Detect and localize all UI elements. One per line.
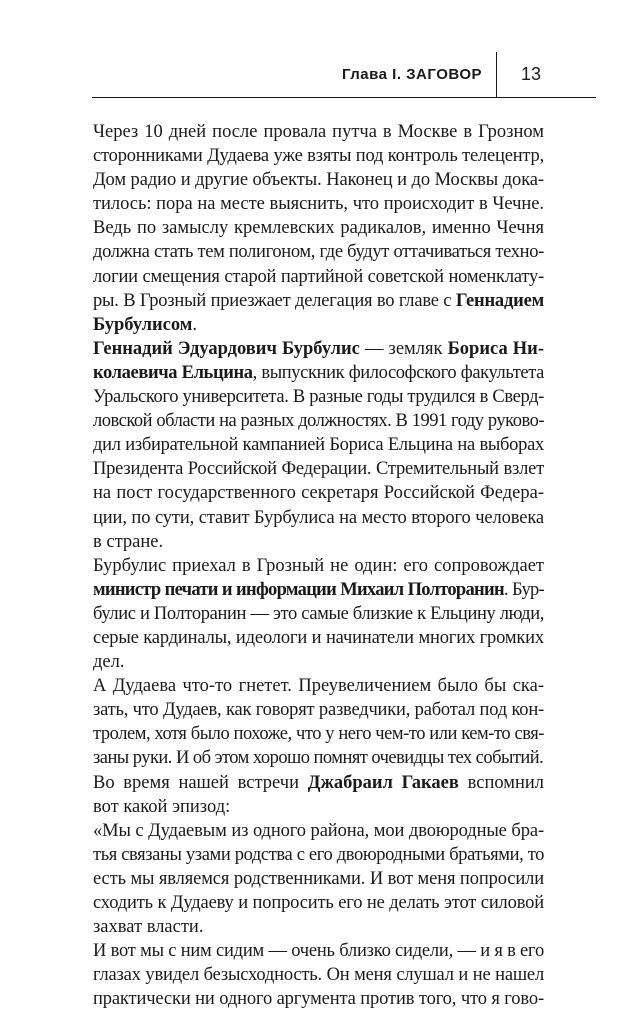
quote-paragraph — [93, 939, 544, 1011]
paragraph — [93, 554, 544, 674]
header-rule — [92, 97, 596, 98]
text-line: Во время нашей встречи Джабраил Гакаев вспомнил — [93, 772, 544, 793]
text-line: на пост государственного секретаря Российской Федера- — [93, 483, 544, 504]
running-head — [0, 52, 644, 98]
text-line: есть мы являемся родственниками. И вот меня попросили — [93, 868, 544, 889]
text-line: дил избирательной кампанией Бориса Ельцина на выборах — [93, 435, 544, 456]
text-line: практически ни одного аргумента против того, что я гово- — [93, 989, 544, 1010]
person-name: Геннадий Эдуардович Бурбулис — [93, 338, 360, 359]
text-line: Бурбулис приехал в Грозный не один: его сопровождает — [93, 555, 544, 576]
text-line: зать, что Дудаев, как говорят разведчики, работал под кон- — [93, 700, 544, 721]
paragraph — [93, 674, 544, 770]
person-name: министр печати и информации Михаил Полторанин — [93, 579, 504, 600]
text-line: министр печати и информации Михаил Полторанин. Бур- — [93, 579, 544, 600]
text-line: Уральского университета. В разные годы трудился в Сверд- — [93, 387, 544, 408]
person-name: Геннадием — [455, 290, 544, 311]
header-divider — [496, 52, 497, 97]
text-line: Бурбулисом. — [93, 314, 198, 335]
text-line: Через 10 дней после провала путча в Москве в Грозном — [93, 122, 544, 142]
text-line: булис и Полторанин — это самые близкие к Ельцину люди, — [93, 603, 544, 624]
paragraph — [93, 120, 544, 337]
text-line: сторонниками Дудаева уже взяты под контроль телецентр, — [93, 146, 544, 167]
text-line: должна стать тем полигоном, где будут оттачиваться техно- — [93, 242, 544, 263]
page-body — [93, 120, 544, 1011]
text-line: А Дудаева что-то гнетет. Преувеличением было бы ска- — [93, 676, 544, 697]
paragraph — [93, 771, 544, 819]
text-line: ловской области на разных должностях. В 1991 году руково- — [93, 411, 544, 432]
chapter-title: Глава I. ЗАГОВОР — [342, 66, 482, 83]
page-number: 13 — [521, 64, 542, 84]
text-line: Дом радио и другие объекты. Наконец и до Москвы дока- — [93, 170, 544, 191]
text-line: сходить к Дудаеву и попросить его не делать этот силовой — [93, 893, 544, 913]
text-line: ры. В Грозный приезжает делегация во главе с Геннадием — [93, 290, 544, 311]
text-line: тролем, хотя было похоже, что у него чем-то или кем-то свя- — [93, 724, 544, 745]
text-line: И вот мы с ним сидим — очень близко сидели, — и я в его — [93, 941, 544, 962]
text-line: дел. — [93, 652, 125, 673]
person-name: колаевича Ельцина — [93, 362, 253, 383]
paragraph — [93, 337, 544, 554]
text-line: глазах увидел безысходность. Он меня слушал и не нашел — [93, 965, 544, 986]
person-name: Бориса Ни- — [447, 338, 544, 359]
quote-paragraph — [93, 819, 544, 939]
text-line: Президента Российской Федерации. Стремительный взлет — [93, 459, 544, 480]
person-name: Джабраил Гакаев — [307, 772, 459, 793]
text-line: захват власти. — [93, 917, 204, 938]
text-line: тья связаны узами родства с его двоюродными братьями, то — [93, 844, 544, 865]
text-line: вот какой эпизод: — [93, 796, 231, 817]
text-line: «Мы с Дудаевым из одного района, мои двоюродные бра- — [93, 820, 544, 841]
person-name: Бурбулисом — [93, 314, 193, 335]
text-line: заны руки. И об этом хорошо помнят очевидцы тех событий. — [93, 748, 544, 769]
text-line: ции, по сути, ставит Бурбулиса на место второго человека — [93, 507, 544, 528]
text-line: Ведь по замыслу кремлевских радикалов, именно Чечня — [93, 218, 544, 239]
text-line: тилось: пора на месте выяснить, что происходит в Чечне. — [93, 194, 544, 215]
text-line: логии смещения старой партийной советской номенклату- — [93, 266, 544, 287]
text-line: Геннадий Эдуардович Бурбулис — земляк Бориса Ни- — [93, 338, 544, 359]
text-line: в стране. — [93, 531, 164, 552]
text-line: серые кардиналы, идеологи и начинатели многих громких — [93, 627, 544, 648]
text-line: колаевича Ельцина, выпускник философского факультета — [93, 362, 545, 383]
